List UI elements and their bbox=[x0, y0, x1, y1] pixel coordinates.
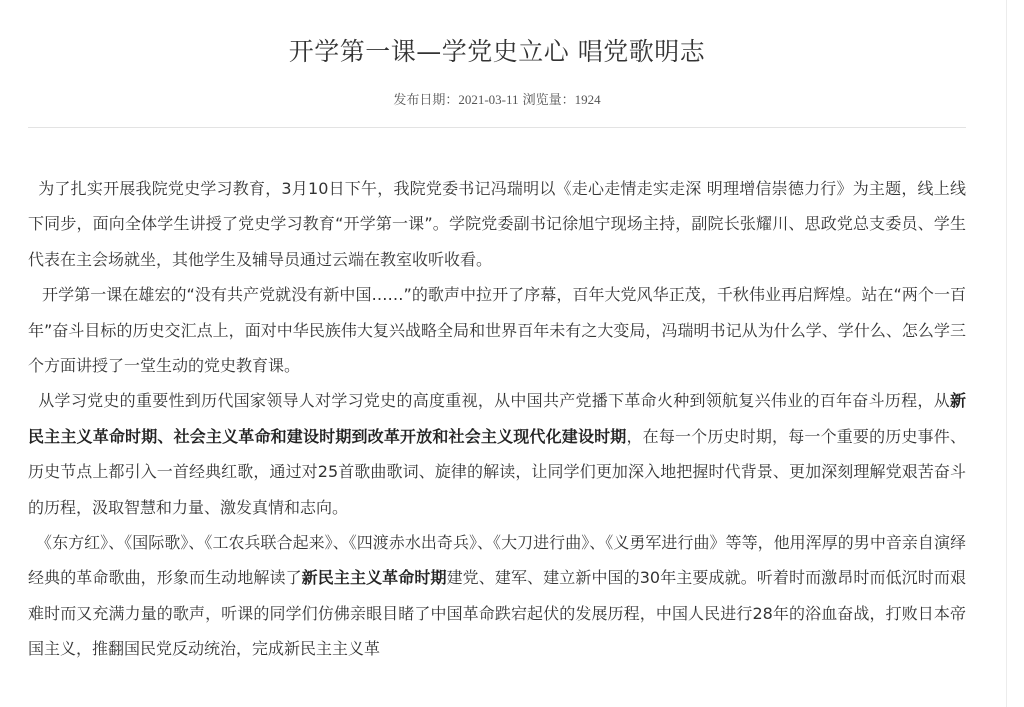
publish-date-label: 发布日期： bbox=[393, 93, 459, 108]
view-count-label: 浏览量： bbox=[522, 93, 575, 108]
view-count: 1924 bbox=[574, 92, 601, 107]
text-segment: 《东方红》、《国际歌》、《工农兵联合起来》、《四渡赤水出奇兵》、《大刀进行曲》、《义勇军进行曲》等等，他用浑厚的男中音亲自演绎经典的革命歌曲，形象而生动地解读了 bbox=[28, 533, 966, 588]
paragraph bbox=[28, 171, 966, 277]
paragraph bbox=[28, 525, 966, 667]
article bbox=[28, 0, 966, 667]
article-body bbox=[28, 171, 966, 667]
paragraph bbox=[28, 383, 966, 525]
text-segment: ，在每一个历史时期，每一个重要的历史事件、历史节点上都引入一首经典红歌，通过对25首歌曲歌词、旋律的解读，让同学们更加深入地把握时代背景、更加深刻理解党艰苦奋斗的历程，汲取智慧和力量、激发真情和志向。 bbox=[28, 426, 966, 517]
publish-date: 2021-03-11 bbox=[458, 92, 519, 107]
text-segment: 为了扎实开展我院党史学习教育，3月10日下午，我院党委书记冯瑞明以《走心走情走实走深 明理增信崇德力行》为主题，线上线下同步，面向全体学生讲授了党史学习教育“开学第一课”。学院党委副书记徐旭宁现场主持，副院长张耀川、思政党总支委员、学生代表在主会场就坐，其他学生及辅导员通过云端在教室收听收看。 bbox=[28, 179, 966, 269]
bold-text-segment: 新民主主义革命时期、社会主义革命和建设时期到改革开放和社会主义现代化建设时期 bbox=[28, 391, 966, 446]
text-segment: 从学习党史的重要性到历代国家领导人对学习党史的高度重视，从中国共产党播下革命火种到领航复兴伟业的百年奋斗历程，从 bbox=[38, 391, 950, 411]
article-title: 开学第一课—学党史立心 唱党歌明志 bbox=[288, 37, 706, 66]
text-segment: 开学第一课在雄宏的“没有共产党就没有新中国……”的歌声中拉开了序幕，百年大党风华正茂，千秋伟业再启辉煌。站在“两个一百年”奋斗目标的历史交汇点上，面对中华民族伟大复兴战略全局和世界百年未有之大变局，冯瑞明书记从为什么学、学什么、怎么学三个方面讲授了一堂生动的党史教育课。 bbox=[28, 285, 966, 376]
page-edge-line bbox=[1006, 0, 1007, 707]
text-segment: 建党、建军、建立新中国的30年主要成就。听着时而激昂时而低沉时而艰难时而又充满力量的歌声，听课的同学们仿佛亲眼目睹了中国革命跌宕起伏的发展历程，中国人民进行28年的浴血奋战，打败日本帝国主义，推翻国民党反动统治，完成新民主主义革 bbox=[28, 568, 966, 659]
paragraph bbox=[28, 277, 966, 383]
article-meta bbox=[28, 90, 966, 110]
title-divider bbox=[28, 127, 966, 128]
bold-text-segment: 新民主主义革命时期 bbox=[301, 568, 447, 588]
